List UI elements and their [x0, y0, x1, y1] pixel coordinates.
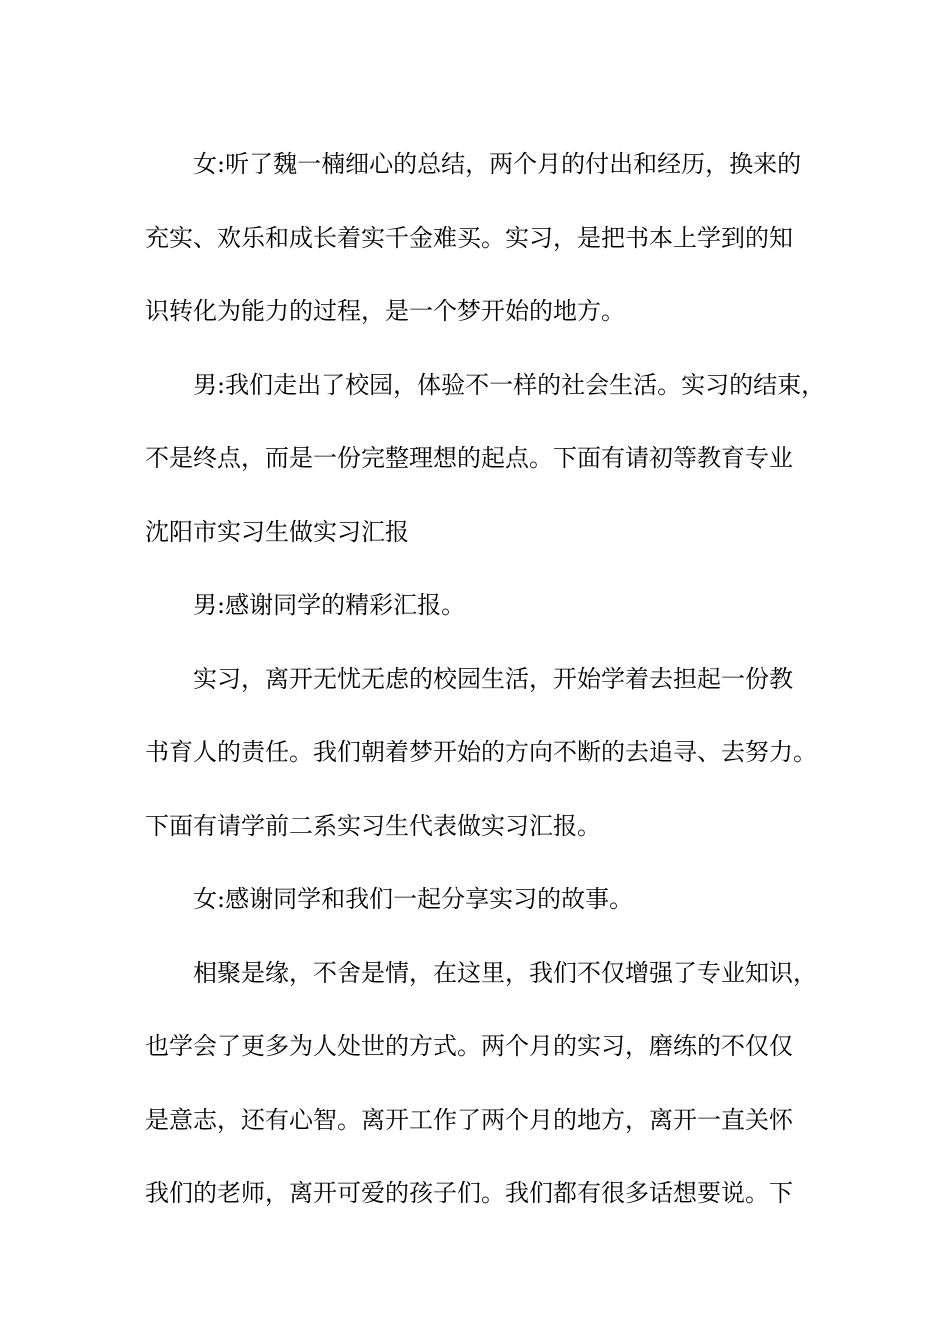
paragraph-5	[145, 863, 810, 937]
text-line: 是意志，还有心智。离开工作了两个月的地方，离开一直关怀	[145, 1105, 793, 1134]
text-line: 相聚是缘，不舍是情，在这里，我们不仅增强了专业知识，	[193, 958, 817, 987]
text-line: 充实、欢乐和成长着实千金难买。实习，是把书本上学到的知	[145, 223, 793, 252]
text-line: 男:感谢同学的精彩汇报。	[193, 591, 466, 619]
text-line: 也学会了更多为人处世的方式。两个月的实习，磨练的不仅仅	[145, 1032, 793, 1060]
text-line: 沈阳市实习生做实习汇报	[145, 517, 409, 546]
paragraph-4	[145, 643, 817, 864]
text-line: 男:我们走出了校园，体验不一样的社会生活。实习的结束，	[193, 370, 826, 399]
text-line: 实习，离开无忧无虑的校园生活，开始学着去担起一份教	[193, 664, 793, 693]
text-line: 识转化为能力的过程，是一个梦开始的地方。	[145, 297, 625, 325]
text-line: 女:感谢同学和我们一起分享实习的故事。	[193, 885, 634, 913]
text-line: 我们的老师，离开可爱的孩子们。我们都有很多话想要说。下	[145, 1179, 793, 1207]
paragraph-6	[145, 937, 817, 1231]
paragraph-1	[145, 128, 810, 349]
text-line: 下面有请学前二系实习生代表做实习汇报。	[145, 811, 601, 840]
paragraph-2	[145, 349, 826, 570]
paragraph-3	[145, 569, 810, 643]
text-line: 书育人的责任。我们朝着梦开始的方向不断的去追寻、去努力。	[145, 738, 817, 766]
text-line: 不是终点，而是一份完整理想的起点。下面有请初等教育专业	[145, 444, 793, 472]
document-body	[145, 128, 826, 1231]
text-line: 女:听了魏一楠细心的总结，两个月的付出和经历，换来的	[193, 150, 802, 178]
